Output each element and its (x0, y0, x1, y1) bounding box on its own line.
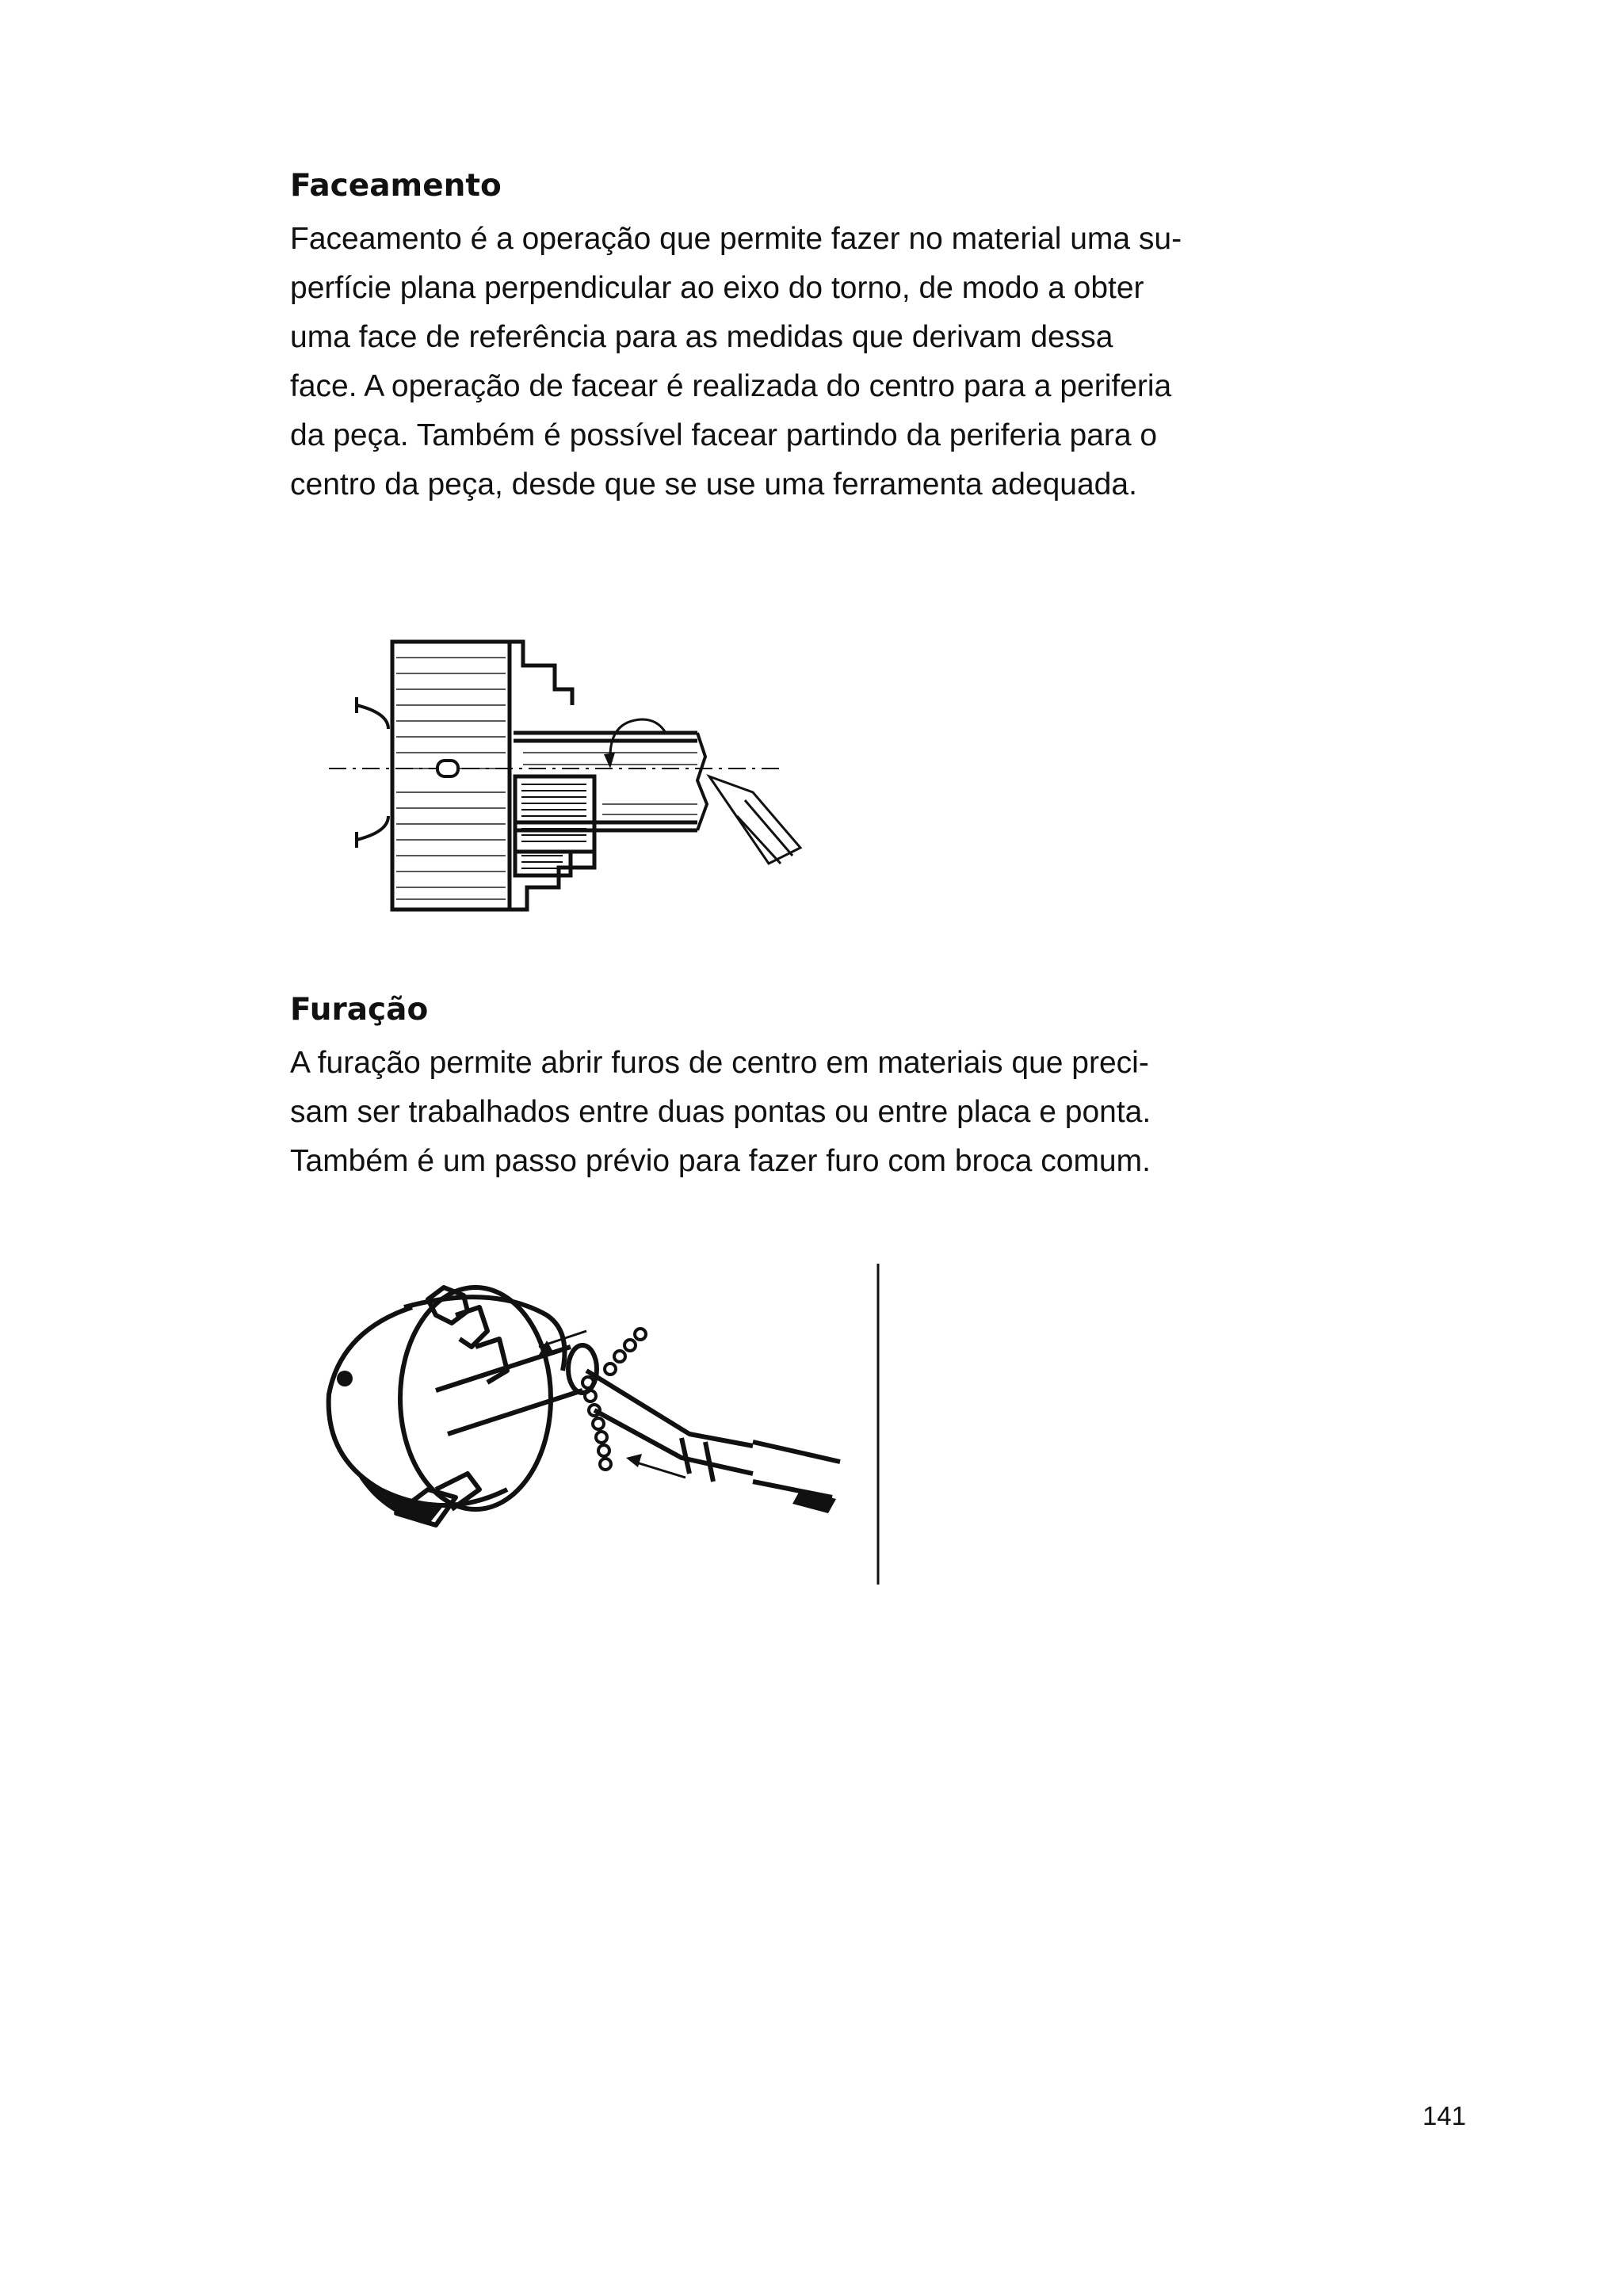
page-number: 141 (1422, 2101, 1466, 2130)
drilling-illustration (309, 1252, 888, 1585)
facing-illustration (325, 626, 816, 919)
text-line: perfície plana perpendicular ao eixo do torno, de modo a obter (290, 270, 1144, 305)
text-line: Faceamento é a operação que permite fazer no material uma su- (290, 221, 1182, 256)
text-line: Também é um passo prévio para fazer furo com broca comum. (290, 1143, 1151, 1178)
text-line: face. A operação de facear é realizada do centro para a periferia (290, 368, 1172, 403)
paragraph-faceamento (290, 215, 1193, 509)
text-line: A furação permite abrir furos de centro em materiais que preci- (290, 1045, 1149, 1080)
paragraph-furacao (290, 1039, 1193, 1186)
section-faceamento (290, 168, 1193, 509)
text-line: da peça. Também é possível facear partindo da periferia para o (290, 418, 1158, 452)
text-line: uma face de referência para as medidas que derivam dessa (290, 319, 1113, 354)
text-line: centro da peça, desde que se use uma ferramenta adequada. (290, 467, 1137, 502)
text-line: sam ser trabalhados entre duas pontas ou entre placa e ponta. (290, 1094, 1151, 1129)
section-furacao (290, 992, 1193, 1186)
heading-furacao: Furação (290, 992, 429, 1028)
heading-faceamento: Faceamento (290, 168, 502, 204)
